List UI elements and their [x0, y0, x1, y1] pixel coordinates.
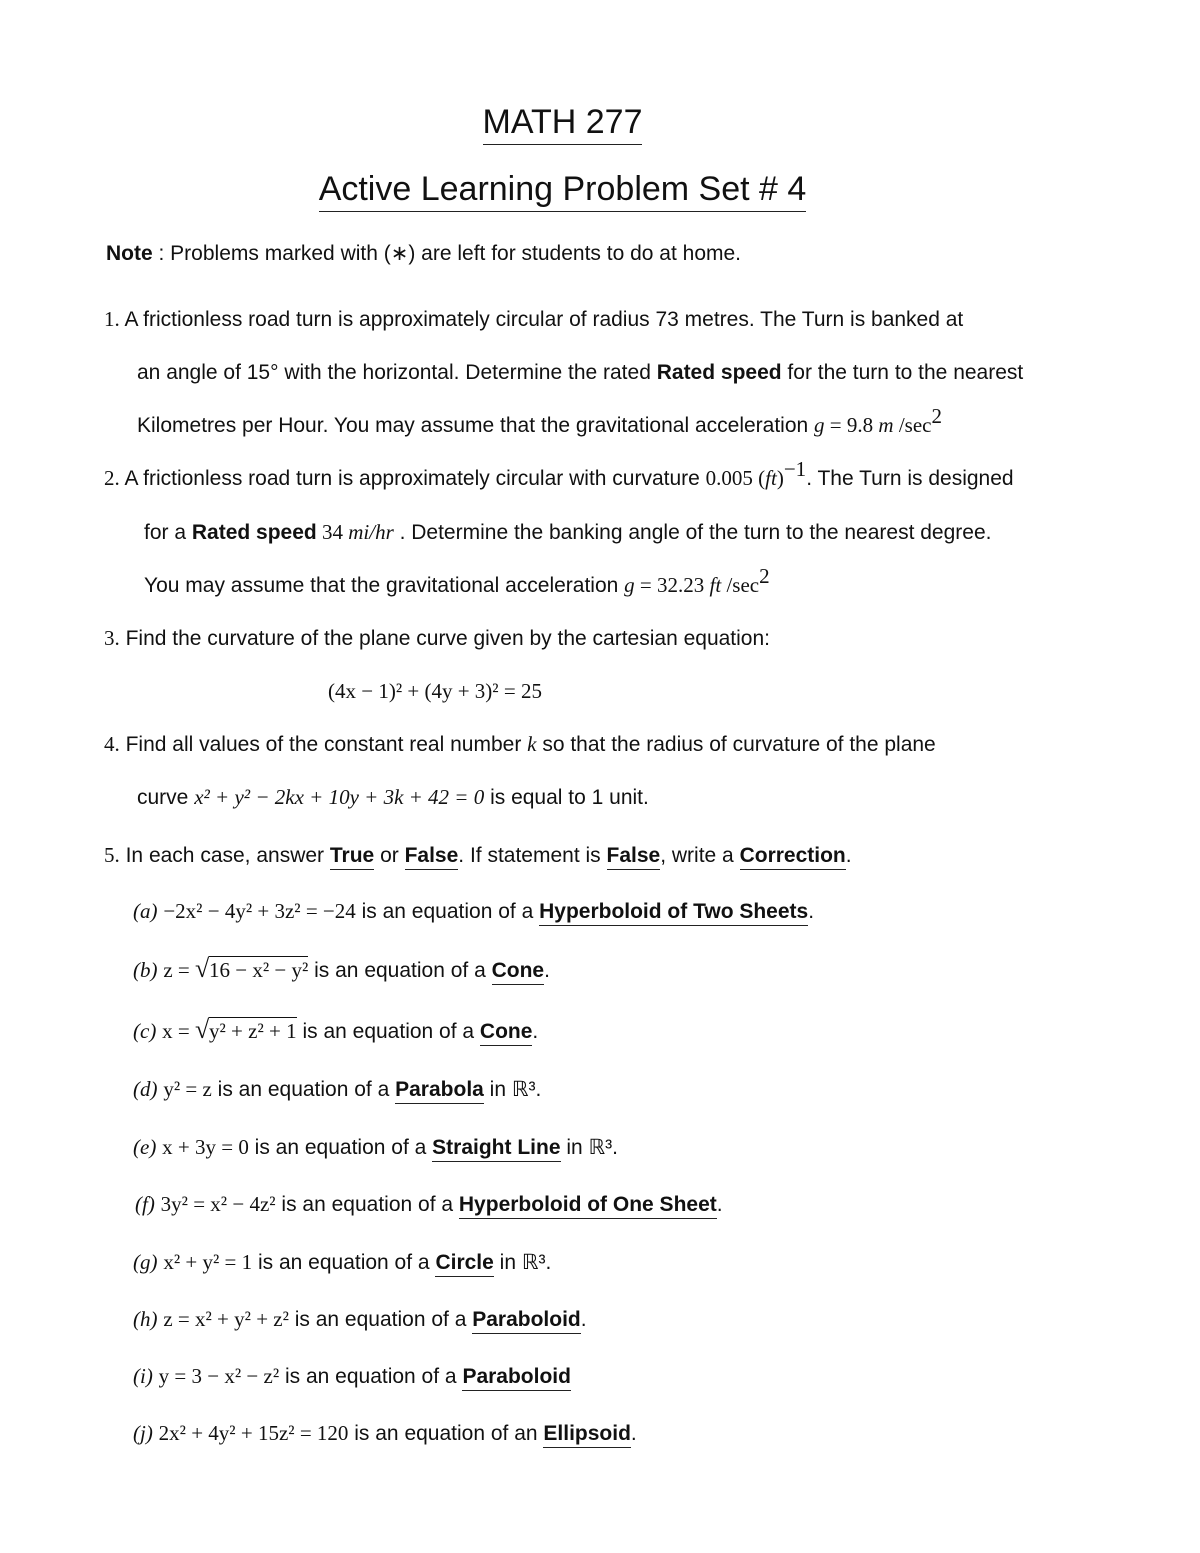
problem-1-line-1: 1. A frictionless road turn is approximately circular of radius 73 metres. The Turn is banked at	[104, 307, 964, 331]
statement-d: (d) y² = z is an equation of a Parabola in ℝ³.	[133, 1079, 541, 1100]
statement-g: (g) x² + y² = 1 is an equation of a Circle in ℝ³.	[133, 1252, 551, 1273]
course-title: MATH 277	[0, 105, 1125, 139]
problem-4-line-2: curve x² + y² − 2kx + 10y + 3k + 42 = 0 is equal to 1 unit.	[137, 785, 649, 809]
statement-a: (a) −2x² − 4y² + 3z² = −24 is an equation of a Hyperboloid of Two Sheets.	[133, 901, 814, 922]
problem-number: 1.	[104, 307, 120, 331]
problem-2-line-2: for a Rated speed 34 mi/hr . Determine the banking angle of the turn to the nearest degree.	[144, 520, 992, 544]
problem-4-line-1: 4. Find all values of the constant real number k so that the radius of curvature of the plane	[104, 732, 936, 756]
statement-j: (j) 2x² + 4y² + 15z² = 120 is an equation of an Ellipsoid.	[133, 1423, 637, 1444]
statement-h: (h) z = x² + y² + z² is an equation of a Paraboloid.	[133, 1309, 587, 1330]
problem-5-intro: 5. In each case, answer True or False. If statement is False, write a Correction.	[104, 845, 852, 866]
problem-3-line-1: 3. Find the curvature of the plane curve given by the cartesian equation:	[104, 626, 770, 650]
statement-e: (e) x + 3y = 0 is an equation of a Straight Line in ℝ³.	[133, 1137, 618, 1158]
note-line: Note : Problems marked with (∗) are left for students to do at home.	[106, 242, 742, 265]
problem-set-title: Active Learning Problem Set # 4	[0, 172, 1125, 206]
square-root: √ y² + z² + 1	[195, 1015, 297, 1044]
problem-1-line-3: Kilometres per Hour. You may assume that the gravitational acceleration g = 9.8 m $/\sec^2$	[137, 404, 942, 437]
problem-3-equation: (4x − 1)² + (4y + 3)² = 25	[328, 679, 542, 703]
statement-i: (i) y = 3 − x² − z² is an equation of a Paraboloid	[133, 1366, 571, 1387]
problem-2-line-1: 2. A frictionless road turn is approximately circular with curvature 0.005 (ft)$^{-1}$. The Turn is designed	[104, 457, 1014, 490]
problem-2-line-3: You may assume that the gravitational acceleration g = 32.23 ft $/\sec^2$	[144, 564, 770, 597]
statement-c: (c) x = √ y² + z² + 1 is an equation of a Cone.	[133, 1015, 539, 1044]
problem-4-equation: x² + y² − 2kx + 10y + 3k + 42 = 0	[194, 785, 485, 809]
statement-f: (f) 3y² = x² − 4z² is an equation of a Hyperboloid of One Sheet.	[135, 1194, 723, 1215]
problem-1-line-2: an angle of 15° with the horizontal. Determine the rated Rated speed for the turn to the nearest	[137, 361, 1024, 384]
statement-b: (b) z = √ 16 − x² − y² is an equation of a Cone.	[133, 954, 550, 983]
note-label: Note	[106, 242, 153, 265]
square-root: √ 16 − x² − y²	[195, 954, 309, 983]
